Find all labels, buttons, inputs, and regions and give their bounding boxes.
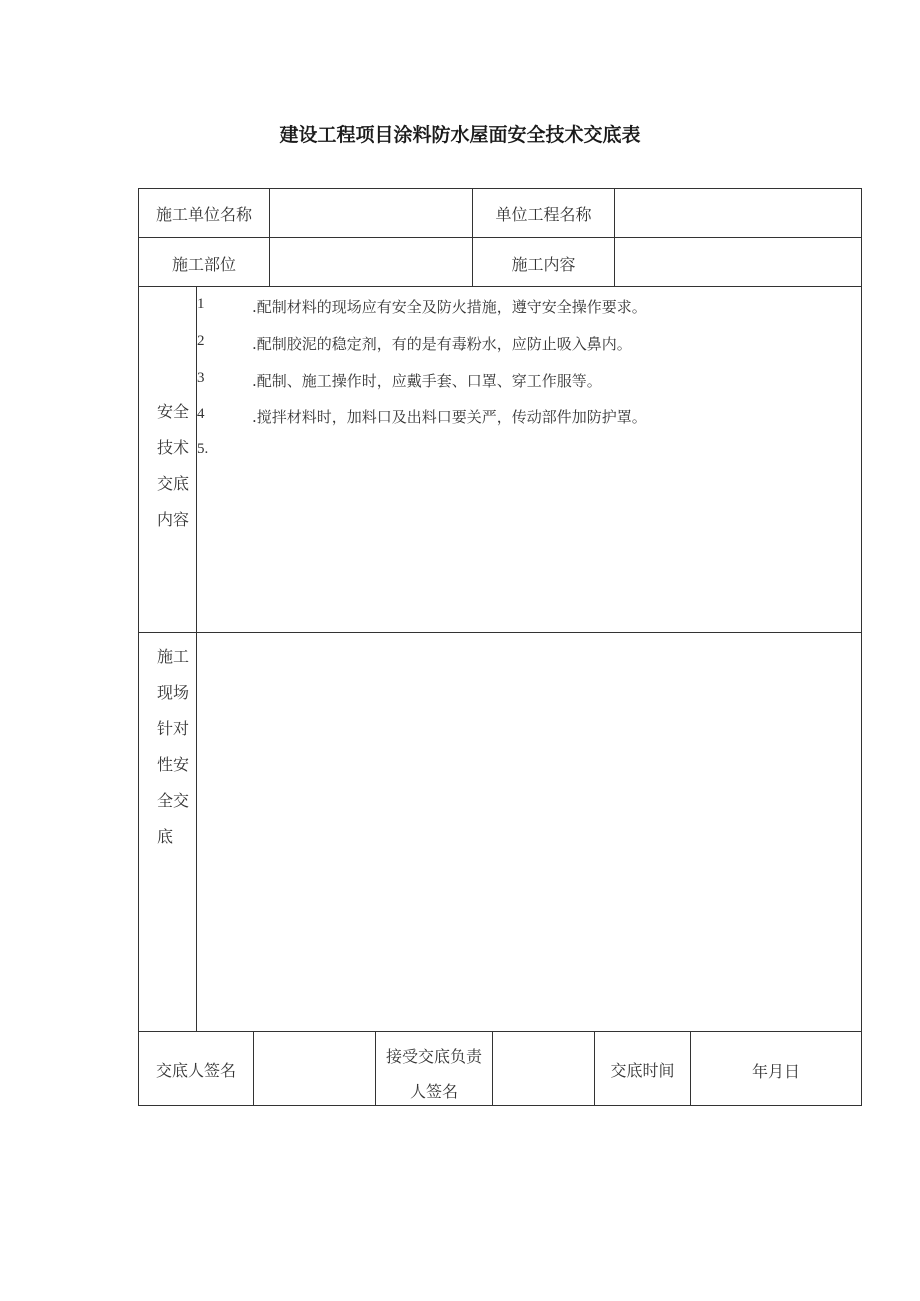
disclosure-time-label: 交底时间 (610, 1061, 675, 1080)
item-number: 2 (197, 333, 205, 349)
row-divider-4 (138, 1031, 862, 1032)
item-number: 3 (197, 370, 205, 386)
item-text: .配制、施工操作时，应戴手套、口罩、穿工作服等。 (252, 372, 602, 390)
unit-project-label: 单位工程名称 (495, 205, 592, 224)
table-border-bottom (138, 1105, 862, 1106)
construction-unit-label: 施工单位名称 (155, 205, 252, 224)
receiver-label-line1: 接受交底负责 (385, 1047, 482, 1066)
construction-part-label: 施工部位 (171, 255, 236, 274)
header-col-divider-3 (614, 188, 615, 286)
signature-col-divider-3 (492, 1031, 493, 1105)
site-section-label: 施工现场针对性安全交底 (157, 647, 190, 846)
item-number: 5. (197, 441, 209, 457)
row-divider-2 (138, 286, 862, 287)
document-title: 建设工程项目涂料防水屋面安全技术交底表 (279, 124, 641, 146)
site-section-content[interactable] (204, 642, 854, 1022)
table-border-top (138, 188, 862, 189)
item-text: .配制胶泥的稳定剂，有的是有毒粉水，应防止吸入鼻内。 (252, 335, 632, 353)
item-text: .配制材料的现场应有安全及防火措施，遵守安全操作要求。 (252, 298, 647, 316)
header-col-divider-1 (269, 188, 270, 286)
row-divider-3 (138, 632, 862, 633)
discloser-label: 交底人签名 (155, 1061, 236, 1080)
safety-section-label: 安全技术交底内容 (157, 402, 190, 529)
item-text: .搅拌材料时，加料口及出料口要关严，传动部件加防护罩。 (252, 408, 647, 426)
signature-col-divider-1 (253, 1031, 254, 1105)
table-border-right (861, 188, 862, 1106)
row-divider-1 (138, 237, 862, 238)
disclosure-date-field[interactable]: 年月日 (751, 1062, 800, 1081)
item-number: 4 (197, 406, 205, 422)
receiver-label-line2: 人签名 (409, 1082, 458, 1101)
table-border-left (138, 188, 139, 1106)
construction-content-label: 施工内容 (511, 255, 576, 274)
item-number: 1 (197, 296, 205, 312)
